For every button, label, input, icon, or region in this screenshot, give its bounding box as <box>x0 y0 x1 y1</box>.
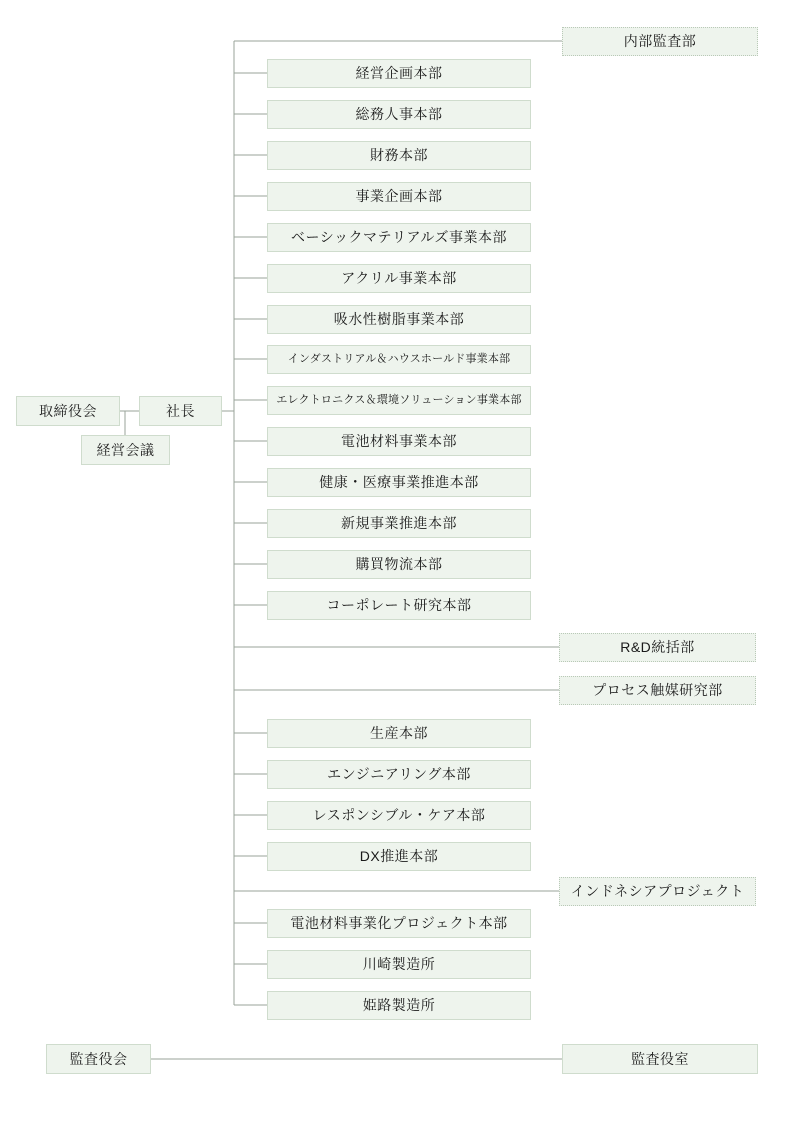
node-division[interactable]: 事業企画本部 <box>267 182 531 211</box>
node-division[interactable]: エンジニアリング本部 <box>267 760 531 789</box>
node-president[interactable]: 社長 <box>139 396 222 426</box>
node-division[interactable]: DX推進本部 <box>267 842 531 871</box>
node-division[interactable]: ベーシックマテリアルズ事業本部 <box>267 223 531 252</box>
node-division[interactable]: インダストリアル＆ハウスホールド事業本部 <box>267 345 531 374</box>
node-audit-office[interactable]: 監査役室 <box>562 1044 758 1074</box>
node-division[interactable]: 生産本部 <box>267 719 531 748</box>
node-division[interactable]: コーポレート研究本部 <box>267 591 531 620</box>
node-division[interactable]: 電池材料事業本部 <box>267 427 531 456</box>
node-division[interactable]: 健康・医療事業推進本部 <box>267 468 531 497</box>
node-division[interactable]: 電池材料事業化プロジェクト本部 <box>267 909 531 938</box>
node-board[interactable]: 取締役会 <box>16 396 120 426</box>
node-division[interactable]: 川崎製造所 <box>267 950 531 979</box>
node-division[interactable]: 姫路製造所 <box>267 991 531 1020</box>
node-division[interactable]: 経営企画本部 <box>267 59 531 88</box>
node-audit-board[interactable]: 監査役会 <box>46 1044 151 1074</box>
node-division[interactable]: 新規事業推進本部 <box>267 509 531 538</box>
node-indonesia-project[interactable]: インドネシアプロジェクト <box>559 877 756 906</box>
node-division[interactable]: レスポンシブル・ケア本部 <box>267 801 531 830</box>
node-division[interactable]: エレクトロニクス＆環境ソリューション事業本部 <box>267 386 531 415</box>
node-division[interactable]: 総務人事本部 <box>267 100 531 129</box>
node-rd-control[interactable]: R&D統括部 <box>559 633 756 662</box>
node-division[interactable]: 購買物流本部 <box>267 550 531 579</box>
node-management-meeting[interactable]: 経営会議 <box>81 435 170 465</box>
node-process-catalyst[interactable]: プロセス触媒研究部 <box>559 676 756 705</box>
node-division[interactable]: 吸水性樹脂事業本部 <box>267 305 531 334</box>
node-internal-audit[interactable]: 内部監査部 <box>562 27 758 56</box>
node-division[interactable]: アクリル事業本部 <box>267 264 531 293</box>
node-division[interactable]: 財務本部 <box>267 141 531 170</box>
